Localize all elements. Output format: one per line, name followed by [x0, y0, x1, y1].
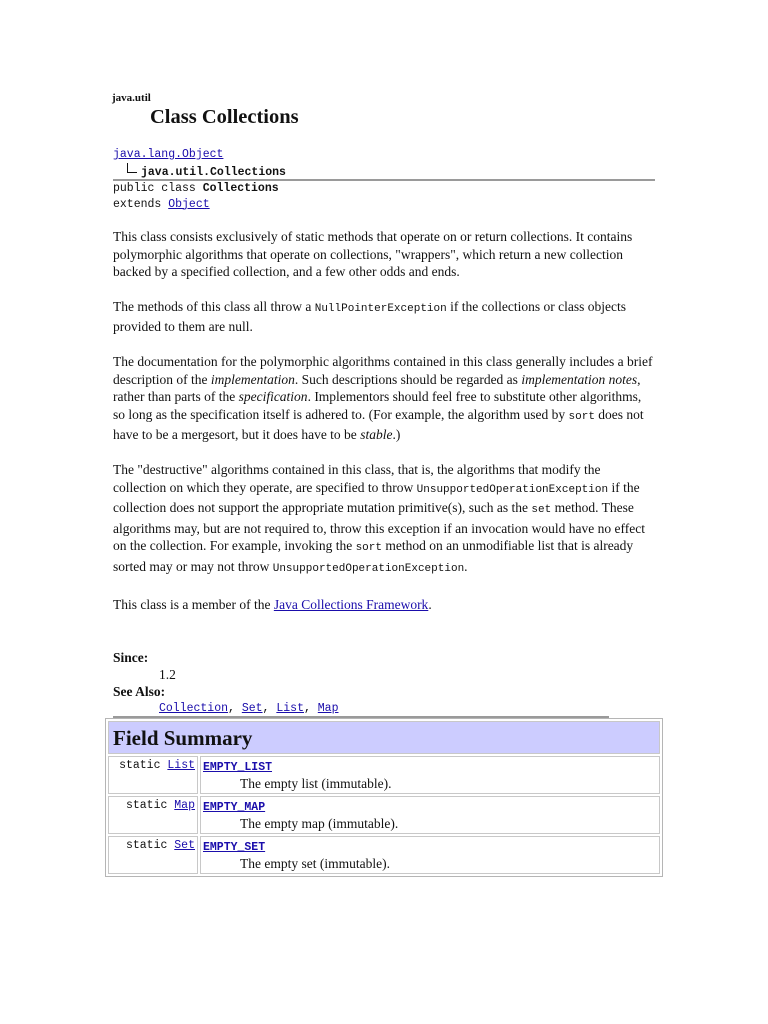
code-span: sort [568, 410, 595, 423]
text-span: if the collection does not support the appropriate mutation primitive(s), such as the [113, 479, 640, 516]
field-modifier [108, 796, 198, 834]
text-span: The "destructive" algorithms contained in this class, that is, the algorithms that modify the collection on which they operate, are specified to throw [113, 461, 601, 495]
class-description [113, 228, 653, 630]
emphasis-span: implementation notes [521, 371, 638, 387]
table-row [108, 756, 660, 794]
type-link-map[interactable]: Map [174, 799, 195, 812]
text-span: .) [392, 427, 401, 443]
see-also-label: See Also: [113, 684, 166, 699]
text-span: . Implementors should feel free to substitute other algorithms, so long as the specification itself is adhered to. (For example, the algorithm used by [113, 389, 642, 422]
text-span: method on an unmodifiable list that is already sorted may or may not throw [113, 538, 634, 574]
field-modifier [108, 756, 198, 794]
field-detail [200, 796, 660, 834]
separator: , [303, 702, 318, 715]
code-span: NullPointerException [314, 302, 447, 315]
field-summary-heading: Field Summary [108, 721, 660, 754]
see-also-link-map[interactable]: Map [317, 702, 339, 715]
table-row [108, 836, 660, 874]
emphasis-span: stable [360, 427, 393, 443]
text-span: if the collections or class objects provided to them are null. [113, 298, 626, 335]
type-link-list[interactable]: List [167, 759, 195, 772]
field-summary-table [105, 718, 663, 877]
see-also-link-list[interactable]: List [276, 702, 304, 715]
description-paragraph [113, 298, 653, 336]
description-paragraph [113, 461, 653, 579]
decl-prefix: public class [113, 182, 203, 195]
field-description: The empty list (immutable). [240, 776, 392, 791]
see-also-link-collection[interactable]: Collection [159, 702, 229, 715]
separator: , [262, 702, 277, 715]
since-value: 1.2 [159, 667, 176, 682]
hierarchy-parent-link[interactable]: java.lang.Object [113, 148, 224, 161]
field-modifier [108, 836, 198, 874]
field-link-empty-set[interactable]: EMPTY_SET [203, 841, 266, 854]
class-declaration [113, 181, 279, 212]
field-detail [200, 836, 660, 874]
code-span: sort [355, 542, 382, 555]
field-link-empty-map[interactable]: EMPTY_MAP [203, 801, 266, 814]
text-span: The documentation for the polymorphic algorithms contained in this class generally includes a brief description of the [113, 353, 653, 387]
decl-class-name: Collections [202, 182, 279, 195]
hierarchy-child: java.util.Collections [141, 166, 286, 179]
code-span: UnsupportedOperationException [416, 483, 609, 496]
class-hierarchy [113, 147, 286, 181]
field-description: The empty set (immutable). [240, 856, 390, 871]
text-span: . [428, 596, 432, 612]
code-span: UnsupportedOperationException [272, 562, 465, 575]
page-title: Class Collections [150, 106, 299, 128]
since-label: Since: [113, 650, 149, 665]
see-also-link-set[interactable]: Set [241, 702, 263, 715]
modifier-text: static [125, 839, 175, 852]
extends-keyword: extends [113, 197, 169, 211]
emphasis-span: implementation [210, 371, 295, 387]
since-section [113, 649, 339, 717]
description-paragraph: This class consists exclusively of static methods that operate on or return collections. It contains polymorphic algorithms that operate on collections, "wrappers", which return a new collection backed by a specified collection, and a few other odds and ends. [113, 229, 633, 280]
package-name: java.util [112, 92, 151, 104]
text-span: This class is a member of the [113, 596, 274, 612]
text-span: . [464, 558, 468, 574]
tree-corner-icon [127, 163, 137, 173]
collections-framework-link[interactable]: Java Collections Framework [273, 596, 429, 612]
see-also-links [113, 700, 339, 717]
code-span: set [531, 504, 552, 517]
text-span: does not have to be a mergesort, but it does have to be [113, 406, 644, 443]
field-detail [200, 756, 660, 794]
description-paragraph [113, 596, 653, 614]
modifier-text: static [119, 759, 168, 772]
field-link-empty-list[interactable]: EMPTY_LIST [203, 761, 273, 774]
type-link-set[interactable]: Set [174, 839, 195, 852]
separator: , [228, 702, 242, 715]
text-span: . Such descriptions should be regarded as [294, 371, 522, 387]
text-span: , rather than parts of the [113, 371, 641, 405]
emphasis-span: specification [238, 389, 308, 405]
field-description: The empty map (immutable). [240, 816, 399, 831]
description-paragraph [113, 353, 653, 444]
text-span: method. These algorithms may, but are not required to, throw this exception if an invocation would have no effect on the collection. For example, invoking the [113, 500, 645, 554]
table-row [108, 796, 660, 834]
text-span: The methods of this class all throw a [113, 298, 315, 314]
modifier-text: static [125, 799, 175, 812]
extends-object-link[interactable]: Object [168, 197, 210, 211]
